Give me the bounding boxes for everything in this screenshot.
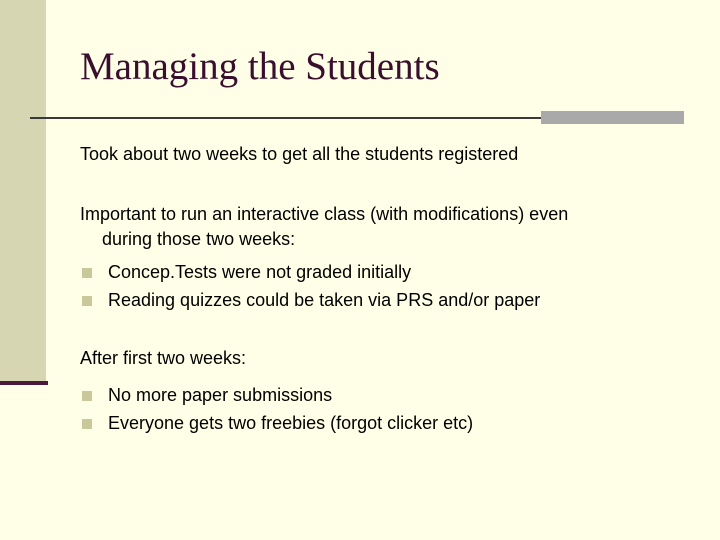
- bullet-text: Everyone gets two freebies (forgot clicker etc): [108, 413, 474, 433]
- bullet-text: No more paper submissions: [108, 385, 333, 405]
- paragraph-interactive-line1: Important to run an interactive class (with modifications) even: [80, 204, 569, 224]
- bullet-text: Concep.Tests were not graded initially: [108, 262, 412, 282]
- list-item: [80, 290, 540, 311]
- list-item: [80, 413, 473, 434]
- square-bullet-icon: [82, 268, 92, 278]
- square-bullet-icon: [82, 419, 92, 429]
- paragraph-interactive-line2: during those two weeks:: [102, 229, 296, 249]
- bullet-text: Reading quizzes could be taken via PRS and/or paper: [108, 290, 541, 310]
- paragraph-interactive: [80, 202, 568, 252]
- title-rule-accent: [541, 111, 684, 124]
- slide-title: Managing the Students: [80, 45, 440, 88]
- left-decor-accent: [0, 381, 48, 385]
- list-item: [80, 262, 411, 283]
- square-bullet-icon: [82, 296, 92, 306]
- left-decor-bar: [0, 0, 46, 383]
- list-item: [80, 385, 332, 406]
- paragraph-after-weeks: After first two weeks:: [80, 348, 247, 368]
- paragraph-registration: Took about two weeks to get all the students registered: [80, 144, 519, 164]
- square-bullet-icon: [82, 391, 92, 401]
